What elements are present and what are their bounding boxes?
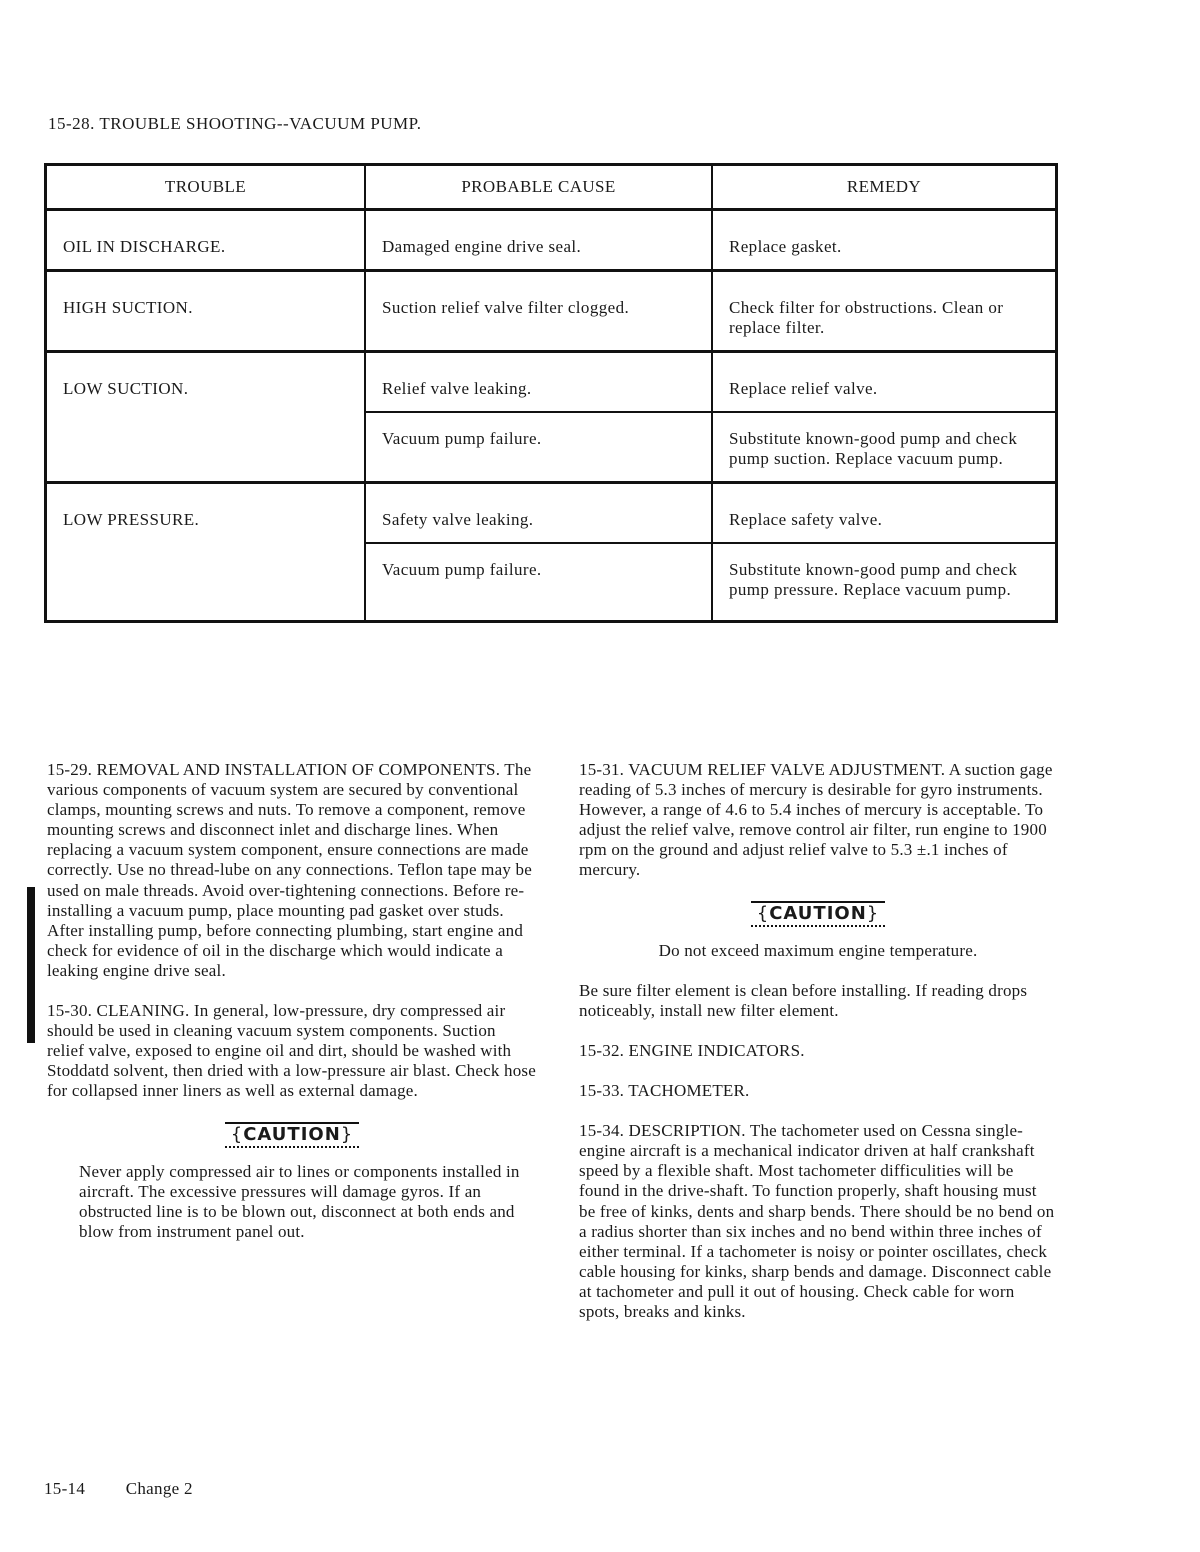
header-remedy: REMEDY (712, 165, 1057, 210)
paragraph-15-30: 15-30. CLEANING. In general, low-pressure, dry compressed air should be used in cleaning vacuum system components. Suction relief valve, exposed to engine oil and dirt, should be washed with Stoddatd solvent, then dried with a low-pressure air blast. Check hose for collapsed inner liners as well as external damage. (47, 1001, 536, 1101)
paragraph-15-31: 15-31. VACUUM RELIEF VALVE ADJUSTMENT. A suction gage reading of 5.3 inches of mercury is desirable for gyro instruments. However, a range of 4.6 to 5.4 inches of mercury is acceptable. To adjust the relief valve, remove control air filter, run engine to 1900 rpm on the ground and adjust relief valve to 5.3 ±.1 inches of mercury. (579, 760, 1053, 880)
table-row (46, 210, 1057, 271)
caution-text: Do not exceed maximum engine temperature. (658, 940, 978, 960)
caution-label: { CAUTION } (225, 1122, 359, 1148)
troubleshooting-table (44, 163, 1058, 623)
caution-banner (47, 1122, 537, 1148)
caution-text: Never apply compressed air to lines or components installed in aircraft. The excessive pressures will damage gyros. If an obstructed line is to be blown out, disconnect at both ends and blow from instrument panel out. (79, 1161, 520, 1241)
page-footer (44, 1479, 229, 1499)
cause-cell: Damaged engine drive seal. (382, 237, 582, 256)
header-trouble: TROUBLE (46, 165, 366, 210)
page-number: 15-14 (44, 1479, 86, 1498)
paragraph-15-33: 15-33. TACHOMETER. (579, 1081, 750, 1101)
table-row (46, 483, 1057, 544)
cause-cell: Safety valve leaking. (382, 510, 534, 529)
trouble-cell: OIL IN DISCHARGE. (63, 237, 226, 256)
header-probable-cause: PROBABLE CAUSE (365, 165, 712, 210)
trouble-cell: LOW SUCTION. (63, 379, 189, 398)
caution-banner (579, 901, 1057, 927)
right-column (579, 760, 1057, 1342)
trouble-cell: LOW PRESSURE. (63, 510, 200, 529)
remedy-cell: Replace gasket. (729, 237, 842, 256)
table-row (46, 271, 1057, 352)
remedy-cell: Replace relief valve. (729, 379, 878, 398)
trouble-cell: HIGH SUCTION. (63, 298, 193, 317)
remedy-cell: Substitute known-good pump and check pump pressure. Replace vacuum pump. (729, 560, 1018, 599)
remedy-cell: Substitute known-good pump and check pump suction. Replace vacuum pump. (729, 429, 1018, 468)
table-row (46, 352, 1057, 413)
left-column (47, 760, 537, 1262)
paragraph-filter: Be sure filter element is clean before installing. If reading drops noticeably, install new filter element. (579, 980, 1028, 1020)
paragraph-15-32: 15-32. ENGINE INDICATORS. (579, 1040, 805, 1060)
paragraph-15-29: 15-29. REMOVAL AND INSTALLATION OF COMPONENTS. The various components of vacuum system are secured by conventional clamps, mounting screws and nuts. To remove a component, remove mounting screws and disconnect inlet and discharge lines. When replacing a vacuum system component, ensure connections are made correctly. Use no thread-lube on any connections. Teflon tape may be used on male threads. Avoid over-tightening connections. Before re-installing a vacuum pump, place mounting pad gasket over studs. After installing pump, before connecting plumbing, start engine and check for evidence of oil in the discharge which would indicate a leaking engine drive seal. (47, 760, 532, 980)
section-title: 15-28. TROUBLE SHOOTING--VACUUM PUMP. (48, 114, 422, 133)
change-label: Change 2 (125, 1479, 193, 1498)
caution-label: { CAUTION } (751, 901, 885, 927)
paragraph-15-34: 15-34. DESCRIPTION. The tachometer used on Cessna single-engine aircraft is a mechanical indicator driven at half crankshaft speed by a flexible shaft. Most tachometer difficulities will be found in the drive-shaft. To function properly, shaft housing must be free of kinks, dents and sharp bends. There should be no bend on a radius shorter than six inches and no bend within three inches of either terminal. If a tachometer is noisy or pointer oscillates, check cable housing for kinks, sharp bends and damage. Disconnect cable at tachometer and pull it out of housing. Check cable for worn spots, breaks and kinks. (579, 1121, 1055, 1321)
remedy-cell: Check filter for obstructions. Clean or replace filter. (729, 298, 1004, 337)
cause-cell: Vacuum pump failure. (382, 560, 542, 579)
table-header-row (46, 165, 1057, 210)
cause-cell: Suction relief valve filter clogged. (382, 298, 630, 317)
cause-cell: Relief valve leaking. (382, 379, 532, 398)
remedy-cell: Replace safety valve. (729, 510, 883, 529)
change-bar (27, 887, 35, 1043)
cause-cell: Vacuum pump failure. (382, 429, 542, 448)
